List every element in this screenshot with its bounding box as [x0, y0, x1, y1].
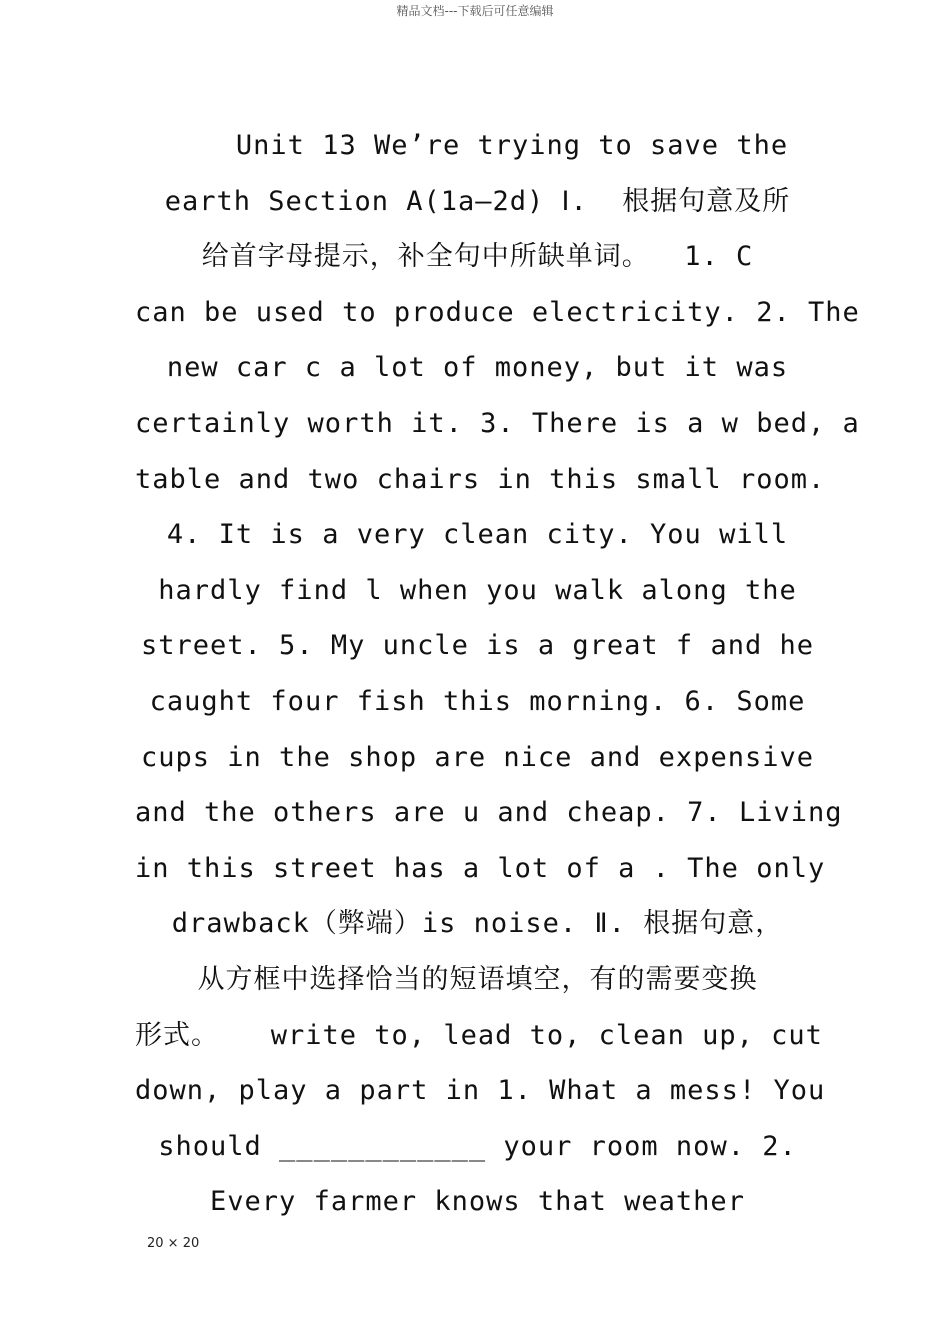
text-line: can be used to produce electricity. 2. The	[135, 296, 860, 328]
text-line: caught four fish this morning. 6. Some	[149, 685, 806, 717]
text-line: 4. It is a very clean city. You will	[166, 519, 789, 551]
text-line: certainly worth it. 3. There is a w bed, a	[135, 407, 860, 439]
page-header: 精品文档---下载后可任意编辑	[396, 4, 554, 18]
text-line: 给首字母提示，补全句中所缺单词。 1. C	[201, 241, 754, 273]
text-line: should ____________ your room now. 2.	[158, 1130, 797, 1162]
text-line: street. 5. My uncle is a great f and he	[141, 630, 814, 662]
text-line: drawback（弊端）is noise. Ⅱ. 根据句意，	[171, 908, 784, 940]
text-line: Every farmer knows that weather	[210, 1186, 745, 1218]
page-size-label: 20 × 20	[147, 1236, 200, 1251]
text-line: earth Section A(1a—2d) Ⅰ. 根据句意及所	[164, 185, 791, 217]
text-line: 从方框中选择恰当的短语填空，有的需要变换	[197, 963, 758, 995]
text-line: hardly find l when you walk along the	[158, 574, 797, 606]
text-line: and the others are u and cheap. 7. Living	[135, 797, 843, 829]
text-line: in this street has a lot of a . The only	[135, 852, 826, 884]
document-body	[135, 118, 860, 1230]
text-line: new car c a lot of money, but it was	[166, 352, 789, 384]
text-line: cups in the shop are nice and expensive	[141, 741, 814, 773]
text-line: down, play a part in 1. What a mess! You	[135, 1075, 826, 1107]
text-line: 形式。 write to, lead to, clean up, cut	[135, 1019, 823, 1051]
text-line: table and two chairs in this small room.	[135, 463, 826, 495]
text-line: Unit 13 We’re trying to save the	[166, 130, 789, 161]
